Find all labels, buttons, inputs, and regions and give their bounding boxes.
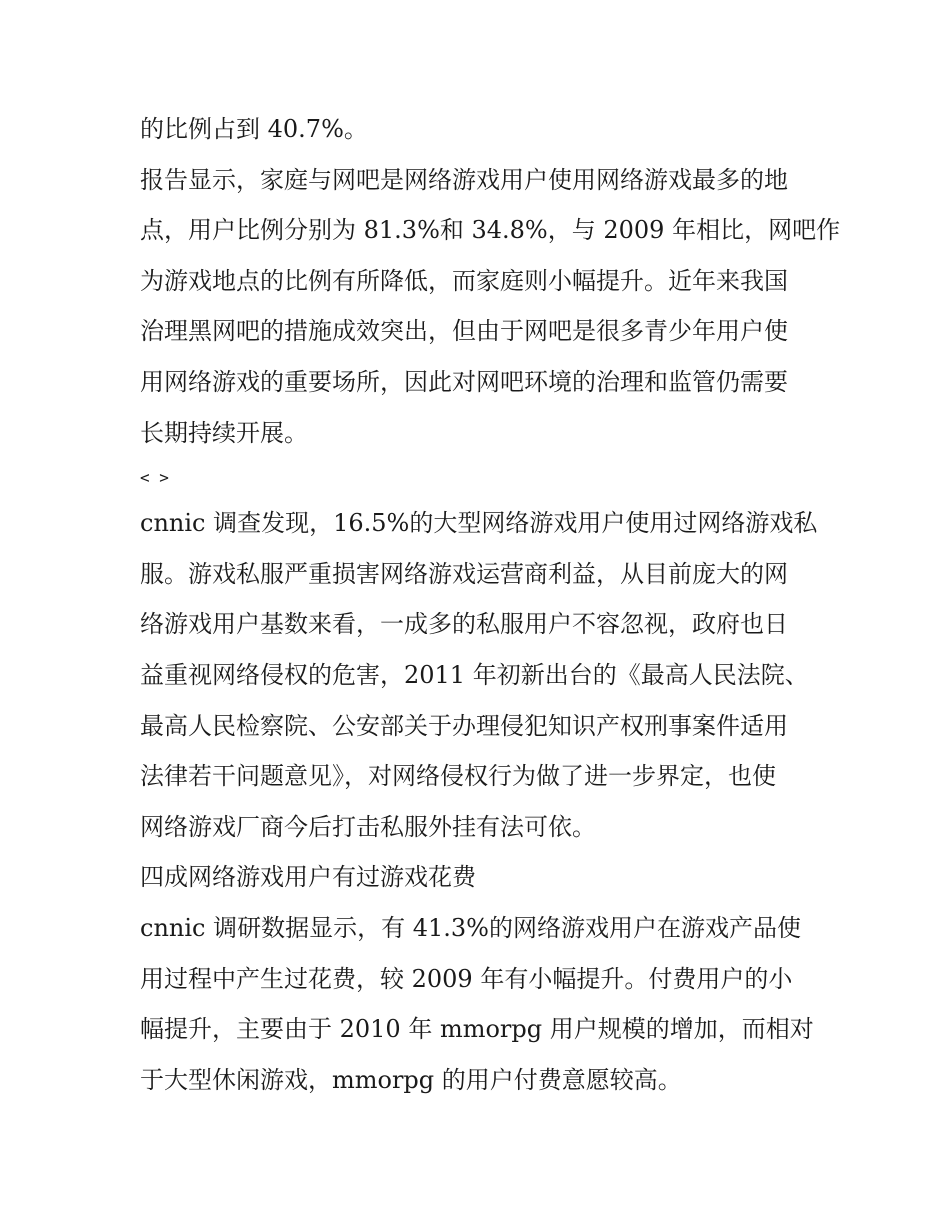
text-line: 益重视网络侵权的危害，2011 年初新出台的《最高人民法院、 bbox=[140, 660, 809, 689]
text-line: 报告显示，家庭与网吧是网络游戏用户使用网络游戏最多的地 bbox=[140, 165, 788, 194]
text-line: 为游戏地点的比例有所降低，而家庭则小幅提升。近年来我国 bbox=[140, 266, 788, 295]
text-line: 点，用户比例分别为 81.3%和 34.8%，与 2009 年相比，网吧作 bbox=[140, 216, 841, 245]
text-line: 网络游戏厂商今后打击私服外挂有法可依。 bbox=[140, 812, 596, 841]
paragraph-4 bbox=[140, 903, 820, 1105]
text-line: cnnic 调查发现，16.5%的大型网络游戏用户使用过网络游戏私 bbox=[140, 509, 818, 538]
text-line: 的比例占到 40.7%。 bbox=[140, 115, 368, 143]
text-line: 法律若干问题意见》，对网络侵权行为做了进一步界定，也使 bbox=[140, 762, 776, 791]
text-line: 用过程中产生过花费，较 2009 年有小幅提升。付费用户的小 bbox=[140, 964, 793, 993]
text-line: 幅提升，主要由于 2010 年 mmorpg 用户规模的增加，而相对 bbox=[140, 1015, 814, 1044]
paragraph-2 bbox=[140, 155, 841, 459]
document-body bbox=[140, 104, 841, 1105]
text-line: 于大型休闲游戏，mmorpg 的用户付费意愿较高。 bbox=[140, 1065, 682, 1094]
text-line: 服。游戏私服严重损害网络游戏运营商利益，从目前庞大的网 bbox=[140, 559, 788, 588]
text-line: 用网络游戏的重要场所，因此对网吧环境的治理和监管仍需要 bbox=[140, 367, 788, 396]
text-line: cnnic 调研数据显示，有 41.3%的网络游戏用户在游戏产品使 bbox=[140, 913, 801, 942]
text-line: 长期持续开展。 bbox=[140, 418, 308, 447]
text-line: 最高人民检察院、公安部关于办理侵犯知识产权刑事案件适用 bbox=[140, 711, 788, 740]
section-marker: < > bbox=[140, 468, 169, 488]
paragraph-3 bbox=[140, 498, 820, 852]
paragraph-1 bbox=[140, 104, 820, 155]
section-heading: 四成网络游戏用户有过游戏花费 bbox=[140, 863, 476, 892]
text-line: 治理黑网吧的措施成效突出，但由于网吧是很多青少年用户使 bbox=[140, 317, 788, 346]
text-line: 络游戏用户基数来看，一成多的私服用户不容忽视，政府也日 bbox=[140, 610, 788, 639]
